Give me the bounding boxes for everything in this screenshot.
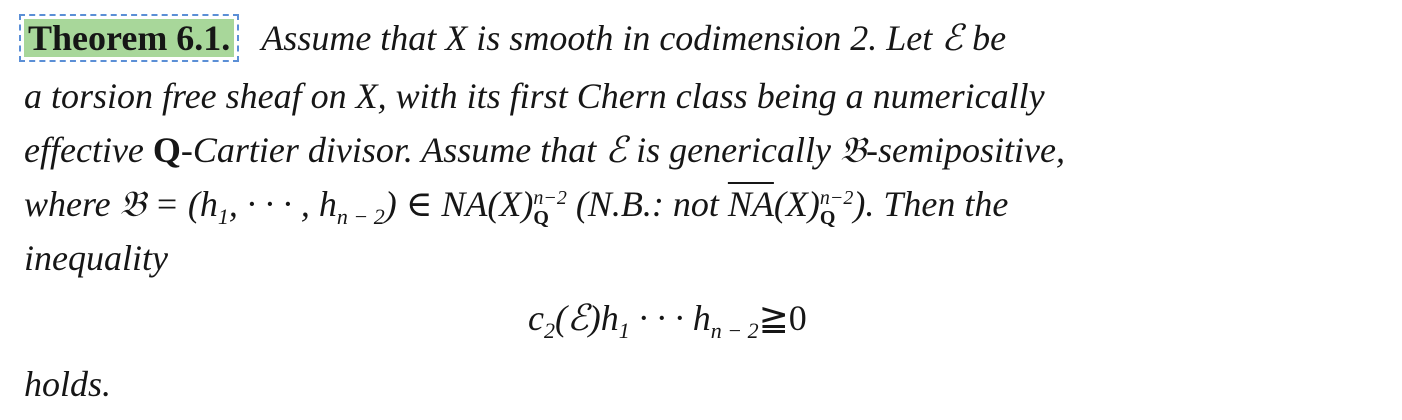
sub-n-minus-2: n − 2 <box>336 204 385 230</box>
eq-sub-b: 1 <box>618 318 630 344</box>
na-closure: $\overline{NA}$ <box>727 184 774 224</box>
line-4-part-e: (X) <box>773 184 820 224</box>
theorem-text-line-5: inequality <box>24 238 168 278</box>
theorem-line-4 <box>24 182 1008 228</box>
eq-part-d: ≧0 <box>758 298 807 338</box>
eq-part-c: · · · h <box>629 298 711 338</box>
line-4-part-f: ). Then the <box>853 184 1009 224</box>
line-4-part-a: where 𝔅 = (h <box>24 184 218 224</box>
line-4-part-c: ) ∈ NA(X) <box>384 184 534 224</box>
eq-sub-c: n − 2 <box>710 318 759 344</box>
theorem-line-7 <box>24 362 111 406</box>
theorem-line-1 <box>24 16 1006 60</box>
line-4-part-d: (N.B.: not <box>566 184 728 224</box>
theorem-label[interactable]: Theorem 6.1. <box>24 19 234 57</box>
displayed-equation <box>528 296 807 344</box>
eq-part-b: (ℰ)h <box>554 298 619 338</box>
theorem-line-5 <box>24 236 168 280</box>
eq-part-a: c <box>528 298 544 338</box>
theorem-text-line-7: holds. <box>24 364 112 404</box>
theorem-text-line-2: a torsion free sheaf on X, with its first Chern class being a numerically <box>24 76 1045 116</box>
sup2-n-minus-2: n−2 <box>819 186 854 209</box>
theorem-line-3 <box>24 128 1065 172</box>
eq-sub-a: 2 <box>543 318 555 344</box>
sub-1: 1 <box>217 204 229 230</box>
sub2-q: Q <box>819 206 836 229</box>
theorem-text-line-1: Assume that X is smooth in codimension 2. Let ℰ be <box>261 18 1007 58</box>
line-4-part-b: , · · · , h <box>228 184 337 224</box>
theorem-line-2 <box>24 74 1045 118</box>
sub-q: Q <box>533 206 549 229</box>
line-3-part-a: effective <box>24 130 153 170</box>
line-3-part-b: -Cartier divisor. Assume that ℰ is generically 𝔅-semipositive, <box>180 130 1065 170</box>
sup-n-minus-2: n−2 <box>533 186 567 209</box>
rationals-symbol: Q <box>152 130 181 170</box>
